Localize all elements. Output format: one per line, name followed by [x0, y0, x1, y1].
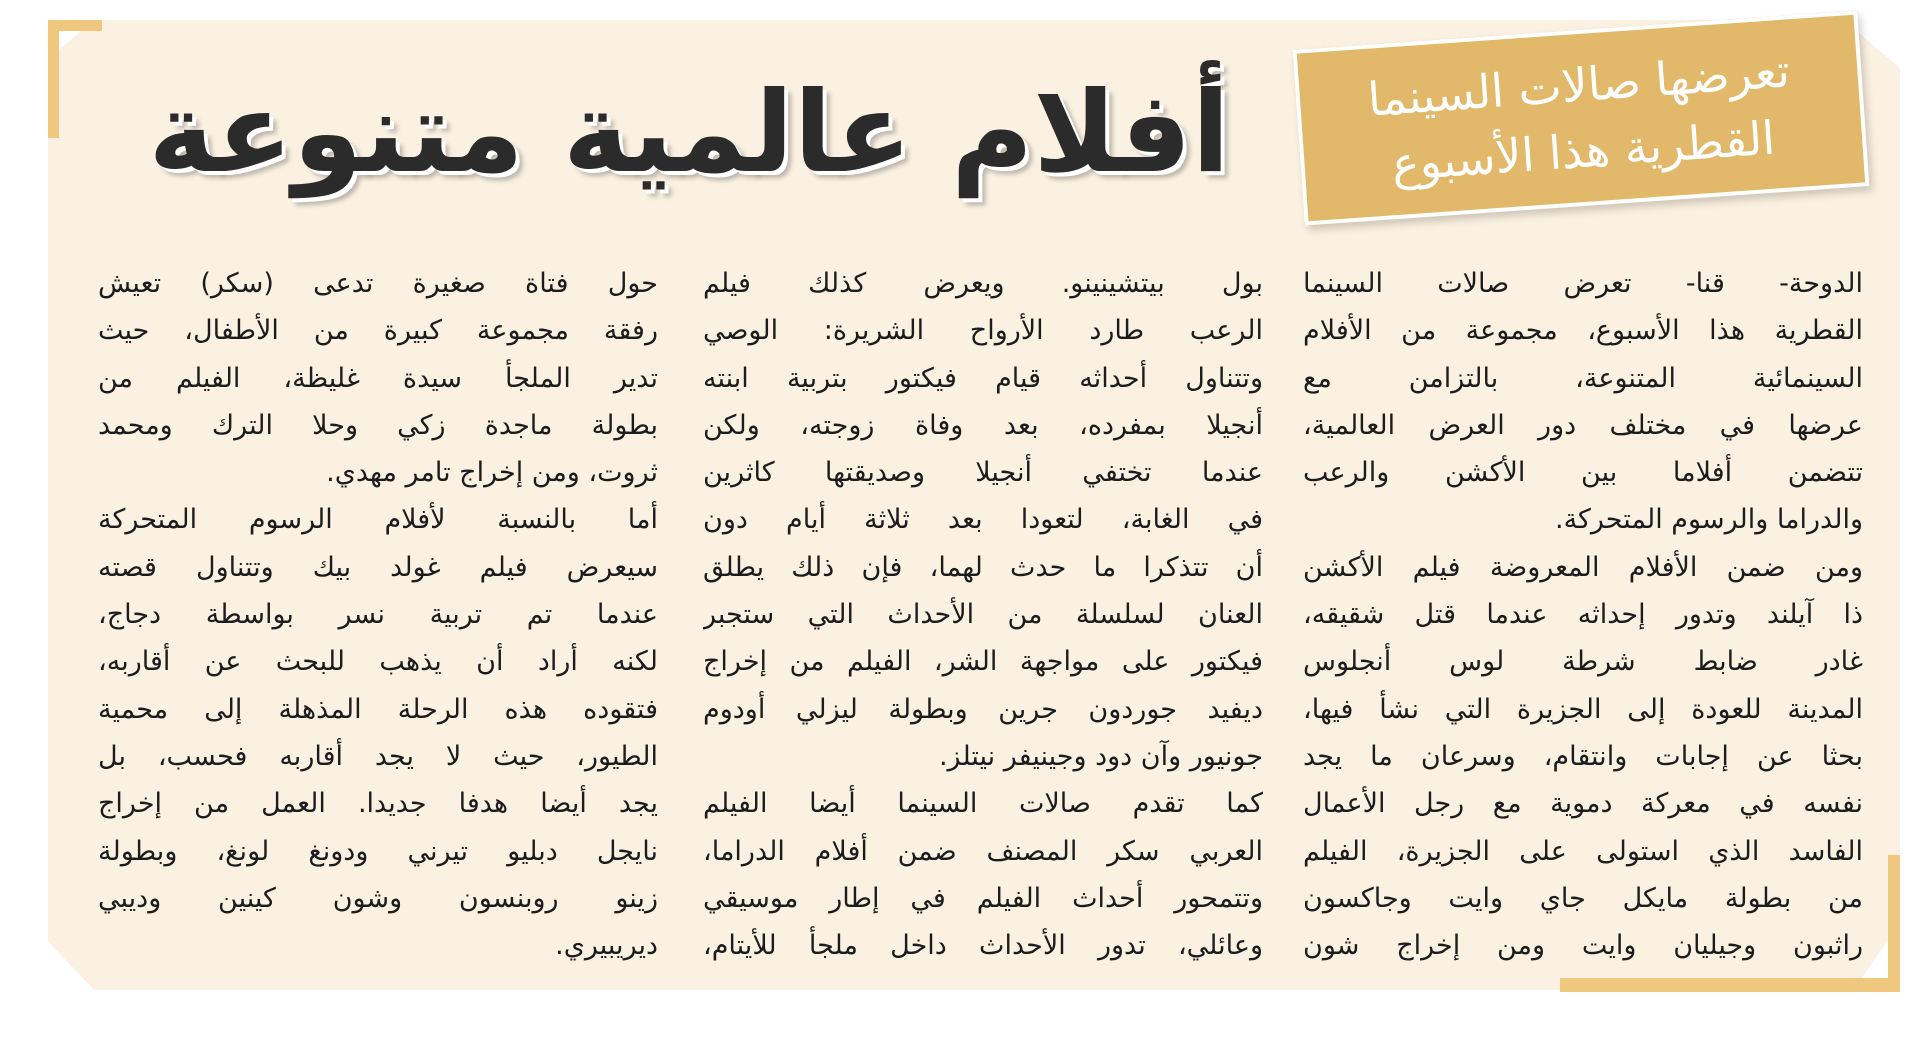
- corner-accent-top-left-vertical: [48, 20, 59, 138]
- text-line: أما بالنسبة لأفلام الرسوم المتحركة: [98, 504, 658, 536]
- text-line: الفاسد الذي استولى على الجزيرة، الفيلم: [1303, 835, 1863, 867]
- text-line: وعائلي، تدور الأحداث داخل ملجأ للأيتام،: [703, 930, 1263, 962]
- text-line: عرضها في مختلف دور العرض العالمية،: [1303, 409, 1863, 441]
- text-line: تدير الملجأ سيدة غليظة، الفيلم من: [98, 362, 658, 394]
- article-column-3: [98, 260, 658, 969]
- corner-accent-bottom-right: [1560, 978, 1900, 992]
- text-line: بول بيتشينينو. ويعرض كذلك فيلم: [703, 268, 1263, 299]
- text-line: وتتناول أحداثه قيام فيكتور بتربية ابنته: [703, 362, 1263, 394]
- text-line: زينو روبنسون وشون كينين وديبي: [98, 882, 658, 914]
- text-line: نفسه في معركة دموية مع رجل الأعمال: [1303, 788, 1863, 820]
- text-line: ثروت، ومن إخراج تامر مهدي.: [326, 457, 658, 489]
- text-line: أنجيلا بمفرده، بعد وفاة زوجته، ولكن: [703, 409, 1263, 441]
- article-column-1: [1303, 260, 1863, 969]
- kicker-line-1: تعرضها صالات السينما: [1365, 43, 1792, 127]
- text-line: أن تتذكرا ما حدث لهما، فإن ذلك يطلق: [703, 551, 1263, 583]
- headline: أفلام عالمية متنوعة: [148, 68, 1230, 198]
- text-line: فتقوده هذه الرحلة المذهلة إلى محمية: [98, 693, 658, 725]
- text-line: القطرية هذا الأسبوع، مجموعة من الأفلام: [1303, 315, 1863, 347]
- text-line: ومن ضمن الأفلام المعروضة فيلم الأكشن: [1303, 551, 1863, 583]
- text-line: السينمائية المتنوعة، بالتزامن مع: [1303, 362, 1863, 394]
- text-line: جونيور وآن دود وجينيفر نيتلز.: [938, 740, 1263, 772]
- text-line: الطيور، حيث لا يجد أقاربه فحسب، بل: [98, 740, 658, 772]
- corner-accent-bottom-right-vertical: [1888, 855, 1900, 992]
- text-line: ذا آيلند وتدور إحداثه عندما قتل شقيقه،: [1303, 599, 1863, 631]
- text-line: نايجل دبليو تيرني ودونغ لونغ، وبطولة: [98, 835, 658, 867]
- text-line: كما تقدم صالات السينما أيضا الفيلم: [703, 788, 1263, 820]
- text-line: الرعب طارد الأرواح الشريرة: الوصي: [703, 315, 1263, 347]
- text-line: العنان لسلسلة من الأحداث التي ستجبر: [703, 599, 1263, 631]
- text-line: لكنه أراد أن يذهب للبحث عن أقاربه،: [98, 646, 658, 678]
- text-line: وتتمحور أحداث الفيلم في إطار موسيقي: [703, 882, 1263, 914]
- text-line: عندما تختفي أنجيلا وصديقتها كاثرين: [703, 457, 1263, 489]
- text-line: ديفيد جوردون جرين وبطولة ليزلي أودوم: [703, 693, 1263, 725]
- text-line: المدينة للعودة إلى الجزيرة التي نشأ فيها،: [1303, 693, 1863, 725]
- text-line: راثبون وجيليان وايت ومن إخراج شون: [1303, 930, 1863, 962]
- text-line: فيكتور على مواجهة الشر، الفيلم من إخراج: [703, 646, 1263, 678]
- text-line: ديريبيري.: [555, 930, 658, 962]
- kicker-line-2: القطرية هذا الأسبوع: [1390, 110, 1777, 192]
- text-line: عندما تم تربية نسر بواسطة دجاج،: [98, 599, 658, 631]
- text-line: في الغابة، لتعودا بعد ثلاثة أيام دون: [703, 504, 1263, 536]
- text-line: تتضمن أفلاما بين الأكشن والرعب: [1303, 457, 1863, 489]
- text-line: حول فتاة صغيرة تدعى (سكر) تعيش: [98, 268, 658, 299]
- text-line: رفقة مجموعة كبيرة من الأطفال، حيث: [98, 315, 658, 347]
- text-line: العربي سكر المصنف ضمن أفلام الدراما،: [703, 835, 1263, 867]
- text-line: من بطولة مايكل جاي وايت وجاكسون: [1303, 882, 1863, 914]
- text-line: والدراما والرسوم المتحركة.: [1554, 504, 1863, 536]
- text-line: بطولة ماجدة زكي وحلا الترك ومحمد: [98, 409, 658, 441]
- text-line: الدوحة- قنا- تعرض صالات السينما: [1303, 268, 1863, 299]
- article-column-2: [703, 260, 1263, 969]
- text-line: سيعرض فيلم غولد بيك وتتناول قصته: [98, 551, 658, 583]
- text-line: بحثا عن إجابات وانتقام، وسرعان ما يجد: [1303, 740, 1863, 772]
- text-line: غادر ضابط شرطة لوس أنجلوس: [1303, 646, 1863, 678]
- text-line: يجد أيضا هدفا جديدا. العمل من إخراج: [98, 788, 658, 820]
